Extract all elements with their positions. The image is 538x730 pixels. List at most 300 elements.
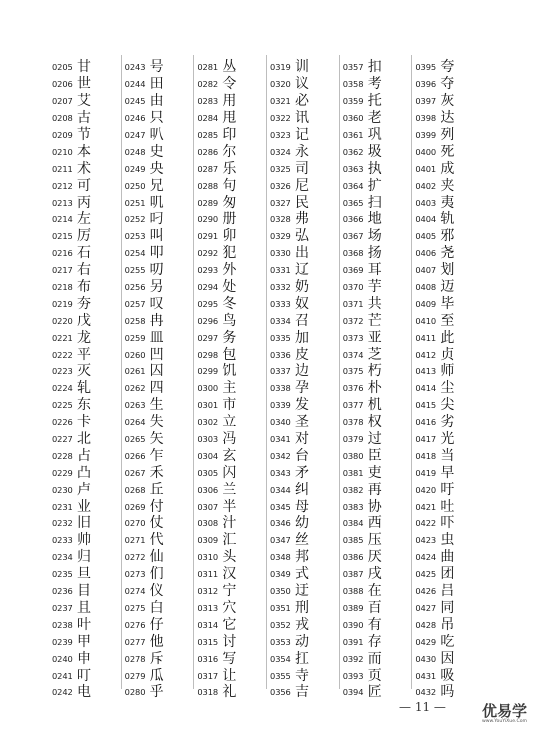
entry-code: 0214: [52, 214, 73, 225]
table-row: [125, 194, 194, 211]
entry-code: 0299: [197, 366, 219, 377]
entry-code: 0225: [52, 400, 73, 411]
table-row: [415, 160, 484, 177]
entry-code: 0417: [415, 434, 437, 445]
entry-code: 0258: [124, 315, 146, 326]
entry-code: 0226: [52, 417, 73, 428]
table-row: [343, 295, 412, 312]
entry-code: 0262: [124, 383, 146, 394]
entry-code: 0211: [52, 163, 73, 174]
table-row: [415, 245, 484, 262]
entry-code: 0286: [197, 146, 219, 157]
entry-code: 0285: [197, 130, 219, 140]
table-row: [125, 127, 194, 144]
entry-character: 汇: [222, 532, 237, 549]
entry-character: 令: [222, 76, 237, 93]
entry-character: 师: [440, 363, 455, 380]
entry-code: 0289: [197, 197, 219, 208]
entry-character: 戎: [295, 616, 310, 633]
table-row: [52, 228, 121, 245]
table-row: [415, 414, 484, 431]
entry-character: 有: [367, 616, 382, 633]
entry-code: 0318: [197, 687, 219, 698]
table-row: [270, 464, 339, 481]
table-row: [270, 583, 339, 600]
entry-character: 奴: [295, 295, 310, 312]
entry-code: 0247: [124, 130, 146, 140]
table-row: [270, 431, 339, 448]
entry-character: 叽: [149, 194, 164, 211]
table-column: [193, 55, 266, 701]
entry-code: 0266: [124, 450, 146, 461]
entry-code: 0271: [124, 535, 146, 546]
table-row: [270, 667, 339, 684]
entry-character: 卡: [77, 414, 91, 431]
entry-code: 0256: [124, 282, 146, 293]
entry-code: 0300: [197, 383, 219, 394]
table-row: [415, 684, 484, 701]
entry-character: 吸: [440, 667, 455, 684]
table-row: [270, 515, 339, 532]
table-row: [415, 312, 484, 329]
table-row: [197, 464, 266, 481]
entry-code: 0431: [415, 670, 437, 681]
entry-character: 考: [367, 76, 382, 93]
entry-character: 吕: [440, 583, 455, 600]
entry-character: 可: [77, 177, 91, 194]
table-row: [52, 498, 121, 515]
entry-code: 0323: [270, 130, 291, 140]
table-row: [415, 143, 484, 160]
table-row: [197, 600, 266, 617]
table-row: [197, 481, 266, 498]
entry-character: 尘: [440, 380, 455, 397]
entry-code: 0276: [124, 619, 146, 630]
entry-character: 归: [77, 549, 91, 566]
entry-character: 穴: [222, 599, 237, 616]
entry-code: 0251: [124, 197, 146, 208]
entry-character: 史: [149, 143, 164, 160]
table-row: [415, 600, 484, 617]
table-row: [415, 667, 484, 684]
entry-character: 场: [367, 228, 382, 245]
entry-code: 0269: [124, 501, 146, 512]
entry-character: 贞: [440, 346, 455, 363]
entry-code: 0319: [270, 62, 291, 73]
table-row: [52, 380, 121, 397]
entry-character: 吓: [440, 515, 455, 532]
entry-code: 0282: [197, 79, 219, 90]
entry-character: 瓜: [149, 667, 164, 684]
table-row: [125, 464, 194, 481]
entry-code: 0403: [415, 197, 437, 208]
entry-character: 北: [77, 431, 91, 448]
entry-character: 虫: [440, 532, 455, 549]
entry-code: 0421: [415, 501, 437, 512]
entry-code: 0413: [415, 366, 437, 377]
entry-character: 加: [295, 329, 310, 346]
entry-character: 因: [440, 650, 455, 667]
entry-character: 芋: [367, 279, 382, 296]
entry-code: 0367: [342, 231, 364, 242]
entry-character: 号: [149, 59, 164, 76]
table-row: [415, 380, 484, 397]
entry-character: 列: [440, 127, 455, 143]
entry-character: 仙: [149, 549, 164, 566]
entry-character: 叮: [77, 667, 91, 684]
entry-character: 他: [149, 633, 164, 650]
entry-character: 丘: [149, 481, 164, 498]
table-column: [411, 55, 484, 701]
table-row: [52, 346, 121, 363]
table-row: [197, 262, 266, 279]
entry-character: 劣: [440, 414, 455, 431]
entry-code: 0427: [415, 602, 437, 613]
entry-character: 央: [149, 160, 164, 177]
watermark-url: www.YouYiXue.Com: [482, 719, 527, 724]
table-row: [415, 515, 484, 532]
table-row: [270, 262, 339, 279]
entry-character: 右: [77, 262, 91, 279]
entry-character: 尔: [222, 143, 237, 160]
character-code-table: [50, 55, 484, 701]
entry-code: 0324: [270, 146, 291, 157]
entry-code: 0250: [124, 180, 146, 191]
table-row: [52, 245, 121, 262]
entry-code: 0373: [342, 332, 364, 343]
table-row: [125, 363, 194, 380]
table-row: [125, 312, 194, 329]
entry-code: 0423: [415, 535, 437, 546]
entry-code: 0320: [270, 79, 291, 90]
entry-code: 0350: [270, 586, 291, 597]
entry-character: 叼: [149, 211, 164, 228]
entry-code: 0316: [197, 653, 219, 664]
table-row: [270, 228, 339, 245]
entry-code: 0383: [342, 501, 364, 512]
entry-code: 0338: [270, 383, 291, 394]
entry-code: 0376: [342, 383, 364, 394]
entry-code: 0359: [342, 96, 364, 107]
entry-character: 记: [295, 127, 310, 143]
table-row: [197, 397, 266, 414]
table-row: [415, 447, 484, 464]
entry-character: 发: [295, 397, 310, 414]
entry-character: 东: [77, 397, 91, 414]
table-row: [125, 279, 194, 296]
table-row: [270, 194, 339, 211]
entry-character: 吗: [440, 684, 455, 701]
table-row: [270, 76, 339, 93]
entry-character: 权: [367, 414, 382, 431]
entry-character: 汁: [222, 515, 237, 532]
entry-code: 0228: [52, 450, 73, 461]
entry-code: 0245: [124, 96, 146, 107]
entry-character: 厉: [77, 228, 91, 245]
entry-character: 只: [149, 110, 164, 127]
entry-character: 对: [295, 431, 310, 448]
table-row: [197, 532, 266, 549]
entry-code: 0397: [415, 96, 437, 107]
entry-code: 0352: [270, 619, 291, 630]
entry-character: 奶: [295, 279, 310, 296]
entry-code: 0354: [270, 653, 291, 664]
table-row: [415, 110, 484, 127]
entry-character: 夹: [440, 177, 455, 194]
entry-character: 石: [77, 245, 91, 262]
table-row: [270, 650, 339, 667]
table-row: [415, 481, 484, 498]
entry-character: 圣: [295, 414, 310, 431]
table-row: [270, 633, 339, 650]
entry-code: 0257: [124, 298, 146, 309]
table-row: [343, 549, 412, 566]
entry-character: 田: [149, 76, 164, 93]
entry-character: 且: [77, 599, 91, 616]
entry-character: 达: [440, 110, 455, 127]
entry-character: 丙: [77, 194, 91, 211]
entry-character: 冯: [222, 431, 237, 448]
table-row: [197, 312, 266, 329]
entry-character: 叹: [149, 295, 164, 312]
entry-character: 皮: [295, 346, 310, 363]
entry-code: 0312: [197, 586, 219, 597]
table-row: [197, 93, 266, 110]
entry-character: 闪: [222, 464, 237, 481]
entry-character: 成: [440, 160, 455, 177]
entry-character: 厌: [367, 549, 382, 566]
entry-code: 0290: [197, 214, 219, 225]
table-row: [125, 447, 194, 464]
page-number: — 11 —: [399, 700, 446, 714]
entry-character: 申: [77, 650, 91, 667]
entry-code: 0303: [197, 434, 219, 445]
table-row: [270, 211, 339, 228]
table-row: [343, 279, 412, 296]
entry-code: 0341: [270, 434, 291, 445]
table-column: [121, 55, 194, 701]
entry-code: 0317: [197, 670, 219, 681]
entry-character: 乎: [149, 684, 164, 701]
entry-character: 仗: [149, 515, 164, 532]
entry-code: 0372: [342, 315, 364, 326]
entry-code: 0355: [270, 670, 291, 681]
table-row: [343, 160, 412, 177]
table-row: [52, 667, 121, 684]
entry-character: 尼: [295, 177, 310, 194]
table-row: [197, 59, 266, 76]
entry-character: 吐: [440, 498, 455, 515]
table-row: [52, 633, 121, 650]
table-row: [52, 616, 121, 633]
table-row: [125, 160, 194, 177]
table-row: [343, 143, 412, 160]
entry-code: 0364: [342, 180, 364, 191]
table-row: [125, 380, 194, 397]
entry-character: 册: [222, 211, 237, 228]
entry-character: 电: [77, 684, 91, 701]
entry-code: 0430: [415, 653, 437, 664]
table-row: [52, 481, 121, 498]
table-row: [125, 397, 194, 414]
entry-character: 尧: [440, 245, 455, 262]
entry-character: 毕: [440, 295, 455, 312]
entry-code: 0288: [197, 180, 219, 191]
table-row: [197, 616, 266, 633]
table-row: [125, 616, 194, 633]
entry-character: 甘: [77, 59, 91, 76]
entry-code: 0432: [415, 687, 437, 698]
entry-character: 纠: [295, 481, 310, 498]
entry-code: 0231: [52, 501, 73, 512]
table-row: [197, 346, 266, 363]
table-row: [343, 431, 412, 448]
entry-code: 0275: [124, 602, 146, 613]
entry-character: 夷: [440, 194, 455, 211]
entry-code: 0381: [342, 467, 364, 478]
entry-code: 0357: [342, 62, 364, 73]
table-row: [197, 583, 266, 600]
entry-character: 付: [149, 498, 164, 515]
entry-code: 0424: [415, 552, 437, 563]
entry-character: 动: [295, 633, 310, 650]
entry-code: 0368: [342, 248, 364, 259]
entry-character: 召: [295, 312, 310, 329]
table-row: [197, 633, 266, 650]
entry-character: 出: [295, 245, 310, 262]
table-row: [270, 279, 339, 296]
entry-character: 仔: [149, 616, 164, 633]
entry-character: 司: [295, 160, 310, 177]
entry-code: 0410: [415, 315, 437, 326]
entry-code: 0215: [52, 231, 73, 242]
entry-code: 0216: [52, 248, 73, 259]
entry-character: 包: [222, 346, 237, 363]
entry-code: 0392: [342, 653, 364, 664]
entry-character: 匆: [222, 194, 237, 211]
table-row: [415, 329, 484, 346]
table-row: [125, 566, 194, 583]
table-row: [270, 346, 339, 363]
table-row: [415, 397, 484, 414]
entry-character: 灰: [440, 93, 455, 110]
table-row: [343, 211, 412, 228]
entry-code: 0314: [197, 619, 219, 630]
entry-code: 0302: [197, 417, 219, 428]
table-row: [270, 143, 339, 160]
table-row: [52, 414, 121, 431]
entry-character: 朽: [367, 363, 382, 380]
entry-code: 0210: [52, 146, 73, 157]
entry-character: 宁: [222, 583, 237, 600]
table-row: [343, 583, 412, 600]
entry-character: 式: [295, 566, 310, 583]
table-row: [270, 498, 339, 515]
table-row: [197, 498, 266, 515]
table-row: [197, 447, 266, 464]
entry-code: 0321: [270, 96, 291, 107]
table-row: [52, 93, 121, 110]
table-row: [125, 211, 194, 228]
entry-code: 0361: [342, 130, 364, 140]
entry-code: 0260: [124, 349, 146, 360]
entry-code: 0221: [52, 332, 73, 343]
entry-code: 0246: [124, 113, 146, 124]
table-row: [343, 127, 412, 144]
entry-character: 叩: [149, 245, 164, 262]
entry-code: 0294: [197, 282, 219, 293]
table-row: [270, 363, 339, 380]
entry-code: 0305: [197, 467, 219, 478]
entry-character: 母: [295, 498, 310, 515]
entry-code: 0353: [270, 636, 291, 647]
entry-character: 永: [295, 143, 310, 160]
entry-code: 0313: [197, 602, 219, 613]
table-row: [125, 583, 194, 600]
entry-code: 0248: [124, 146, 146, 157]
table-row: [343, 363, 412, 380]
entry-character: 共: [367, 295, 382, 312]
entry-character: 戊: [77, 312, 91, 329]
table-row: [415, 431, 484, 448]
table-row: [52, 532, 121, 549]
entry-character: 皿: [149, 329, 164, 346]
entry-code: 0399: [415, 130, 437, 140]
entry-character: 让: [222, 667, 237, 684]
table-row: [343, 245, 412, 262]
table-row: [197, 127, 266, 144]
entry-code: 0339: [270, 400, 291, 411]
table-row: [343, 515, 412, 532]
entry-character: 过: [367, 431, 382, 448]
table-row: [125, 177, 194, 194]
entry-code: 0389: [342, 602, 364, 613]
table-row: [52, 110, 121, 127]
entry-character: 外: [222, 262, 237, 279]
entry-character: 卢: [77, 481, 91, 498]
entry-code: 0382: [342, 484, 364, 495]
entry-code: 0219: [52, 298, 73, 309]
entry-code: 0233: [52, 535, 73, 546]
table-row: [343, 616, 412, 633]
table-column: [339, 55, 412, 701]
entry-character: 扫: [367, 194, 382, 211]
entry-code: 0267: [124, 467, 146, 478]
entry-code: 0385: [342, 535, 364, 546]
entry-character: 再: [367, 481, 382, 498]
entry-character: 务: [222, 329, 237, 346]
entry-code: 0406: [415, 248, 437, 259]
entry-character: 艾: [77, 93, 91, 110]
entry-code: 0322: [270, 113, 291, 124]
table-row: [270, 414, 339, 431]
entry-character: 巩: [367, 127, 382, 143]
entry-character: 头: [222, 549, 237, 566]
table-row: [415, 194, 484, 211]
entry-code: 0255: [124, 265, 146, 276]
table-row: [52, 194, 121, 211]
table-row: [415, 532, 484, 549]
table-row: [52, 650, 121, 667]
entry-code: 0268: [124, 484, 146, 495]
entry-character: 而: [367, 650, 382, 667]
table-row: [52, 363, 121, 380]
entry-character: 朴: [367, 380, 382, 397]
table-row: [197, 566, 266, 583]
entry-character: 曲: [440, 549, 455, 566]
entry-code: 0384: [342, 518, 364, 529]
entry-character: 吁: [440, 481, 455, 498]
